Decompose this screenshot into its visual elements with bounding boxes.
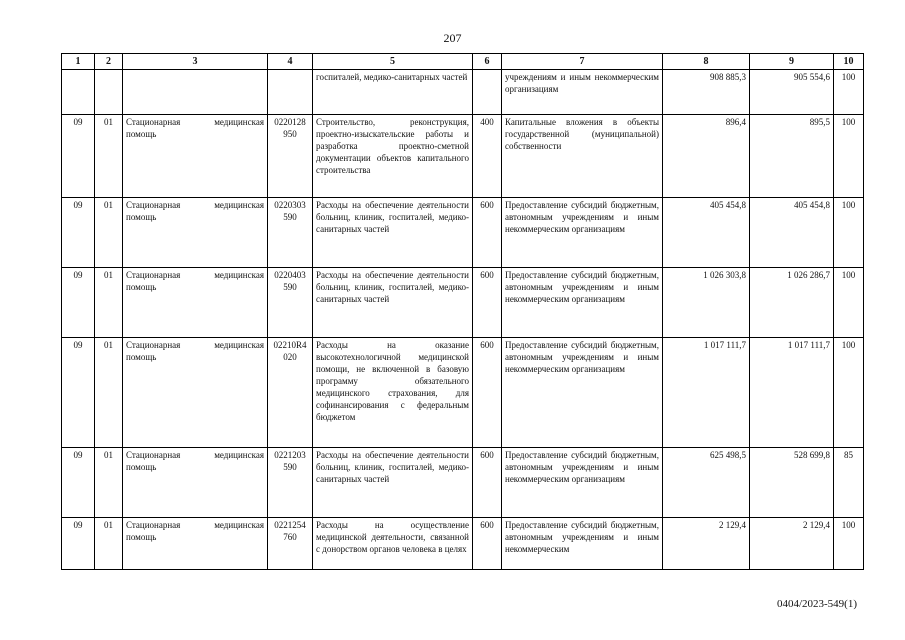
expense-type-code: 600 bbox=[473, 268, 502, 338]
expense-type-name: Предоставление субсидий бюджетным, автономным учреждениям и иным некоммерческим организациям bbox=[502, 338, 663, 448]
actual-amount: 1 017 111,7 bbox=[750, 338, 834, 448]
expense-description: Расходы на обеспечение деятельности больниц, клиник, госпиталей, медико-санитарных частей bbox=[313, 198, 473, 268]
execution-percent: 100 bbox=[834, 338, 864, 448]
execution-percent: 100 bbox=[834, 70, 864, 115]
execution-percent: 100 bbox=[834, 518, 864, 570]
actual-amount: 895,5 bbox=[750, 115, 834, 198]
table-row bbox=[62, 198, 864, 268]
section-code bbox=[62, 70, 95, 115]
section-name bbox=[123, 70, 268, 115]
expense-description: Расходы на обеспечение деятельности больниц, клиник, госпиталей, медико-санитарных частей bbox=[313, 448, 473, 518]
actual-amount: 528 699,8 bbox=[750, 448, 834, 518]
expense-type-name: Предоставление субсидий бюджетным, автономным учреждениям и иным некоммерческим организациям bbox=[502, 268, 663, 338]
section-code: 09 bbox=[62, 198, 95, 268]
section-code: 09 bbox=[62, 338, 95, 448]
section-code: 09 bbox=[62, 115, 95, 198]
expense-description: Расходы на обеспечение деятельности больниц, клиник, госпиталей, медико-санитарных частей bbox=[313, 268, 473, 338]
subsection-code: 01 bbox=[95, 115, 123, 198]
section-name: Стационарная медицинская помощь bbox=[123, 518, 268, 570]
page-number: 207 bbox=[443, 31, 462, 45]
section-code: 09 bbox=[62, 518, 95, 570]
target-article-code: 02210R4 020 bbox=[268, 338, 313, 448]
expense-type-code: 600 bbox=[473, 518, 502, 570]
expense-description: госпиталей, медико-санитарных частей bbox=[313, 70, 473, 115]
table-row bbox=[62, 268, 864, 338]
actual-amount: 405 454,8 bbox=[750, 198, 834, 268]
subsection-code: 01 bbox=[95, 518, 123, 570]
execution-percent: 100 bbox=[834, 268, 864, 338]
target-article-code: 0220128 950 bbox=[268, 115, 313, 198]
expense-type-code bbox=[473, 70, 502, 115]
section-name: Стационарная медицинская помощь bbox=[123, 338, 268, 448]
expense-type-name: Предоставление субсидий бюджетным, автономным учреждениям и иным некоммерческим организациям bbox=[502, 198, 663, 268]
table-row bbox=[62, 115, 864, 198]
planned-amount: 1 026 303,8 bbox=[663, 268, 750, 338]
column-header: 7 bbox=[502, 54, 663, 70]
column-header: 1 bbox=[62, 54, 95, 70]
planned-amount: 896,4 bbox=[663, 115, 750, 198]
expense-type-name: Предоставление субсидий бюджетным, автономным учреждениям и иным некоммерческим bbox=[502, 518, 663, 570]
subsection-code: 01 bbox=[95, 338, 123, 448]
expense-type-code: 600 bbox=[473, 198, 502, 268]
planned-amount: 1 017 111,7 bbox=[663, 338, 750, 448]
column-header: 6 bbox=[473, 54, 502, 70]
subsection-code bbox=[95, 70, 123, 115]
column-header: 8 bbox=[663, 54, 750, 70]
document-code: 0404/2023-549(1) bbox=[776, 598, 857, 610]
expense-type-name: Капитальные вложения в объекты государственной (муниципальной) собственности bbox=[502, 115, 663, 198]
actual-amount: 2 129,4 bbox=[750, 518, 834, 570]
table-header-row bbox=[62, 54, 864, 70]
section-code: 09 bbox=[62, 448, 95, 518]
section-name: Стационарная медицинская помощь bbox=[123, 198, 268, 268]
target-article-code: 0221254 760 bbox=[268, 518, 313, 570]
planned-amount: 2 129,4 bbox=[663, 518, 750, 570]
column-header: 4 bbox=[268, 54, 313, 70]
subsection-code: 01 bbox=[95, 448, 123, 518]
budget-table bbox=[61, 53, 864, 570]
table-row bbox=[62, 448, 864, 518]
execution-percent: 85 bbox=[834, 448, 864, 518]
subsection-code: 01 bbox=[95, 198, 123, 268]
target-article-code: 0220403 590 bbox=[268, 268, 313, 338]
planned-amount: 908 885,3 bbox=[663, 70, 750, 115]
execution-percent: 100 bbox=[834, 115, 864, 198]
column-header: 9 bbox=[750, 54, 834, 70]
column-header: 3 bbox=[123, 54, 268, 70]
subsection-code: 01 bbox=[95, 268, 123, 338]
planned-amount: 405 454,8 bbox=[663, 198, 750, 268]
table-row bbox=[62, 70, 864, 115]
expense-type-name: Предоставление субсидий бюджетным, автономным учреждениям и иным некоммерческим организациям bbox=[502, 448, 663, 518]
section-name: Стационарная медицинская помощь bbox=[123, 268, 268, 338]
expense-type-code: 400 bbox=[473, 115, 502, 198]
section-name: Стационарная медицинская помощь bbox=[123, 448, 268, 518]
planned-amount: 625 498,5 bbox=[663, 448, 750, 518]
table-row bbox=[62, 518, 864, 570]
column-header: 2 bbox=[95, 54, 123, 70]
actual-amount: 905 554,6 bbox=[750, 70, 834, 115]
section-code: 09 bbox=[62, 268, 95, 338]
column-header: 10 bbox=[834, 54, 864, 70]
target-article-code: 0220303 590 bbox=[268, 198, 313, 268]
expense-description: Строительство, реконструкция, проектно-изыскательские работы и разработка проектно-сметной документации объектов капитального строительства bbox=[313, 115, 473, 198]
column-header: 5 bbox=[313, 54, 473, 70]
expense-type-code: 600 bbox=[473, 338, 502, 448]
expense-type-code: 600 bbox=[473, 448, 502, 518]
execution-percent: 100 bbox=[834, 198, 864, 268]
table-row bbox=[62, 338, 864, 448]
target-article-code: 0221203 590 bbox=[268, 448, 313, 518]
actual-amount: 1 026 286,7 bbox=[750, 268, 834, 338]
expense-description: Расходы на осуществление медицинской деятельности, связанной с донорством органов человека в целях bbox=[313, 518, 473, 570]
expense-description: Расходы на оказание высокотехнологичной медицинской помощи, не включенной в базовую программу обязательного медицинского страхования, для софинансирования с федеральным бюджетом bbox=[313, 338, 473, 448]
section-name: Стационарная медицинская помощь bbox=[123, 115, 268, 198]
target-article-code bbox=[268, 70, 313, 115]
expense-type-name: учреждениям и иным некоммерческим организациям bbox=[502, 70, 663, 115]
